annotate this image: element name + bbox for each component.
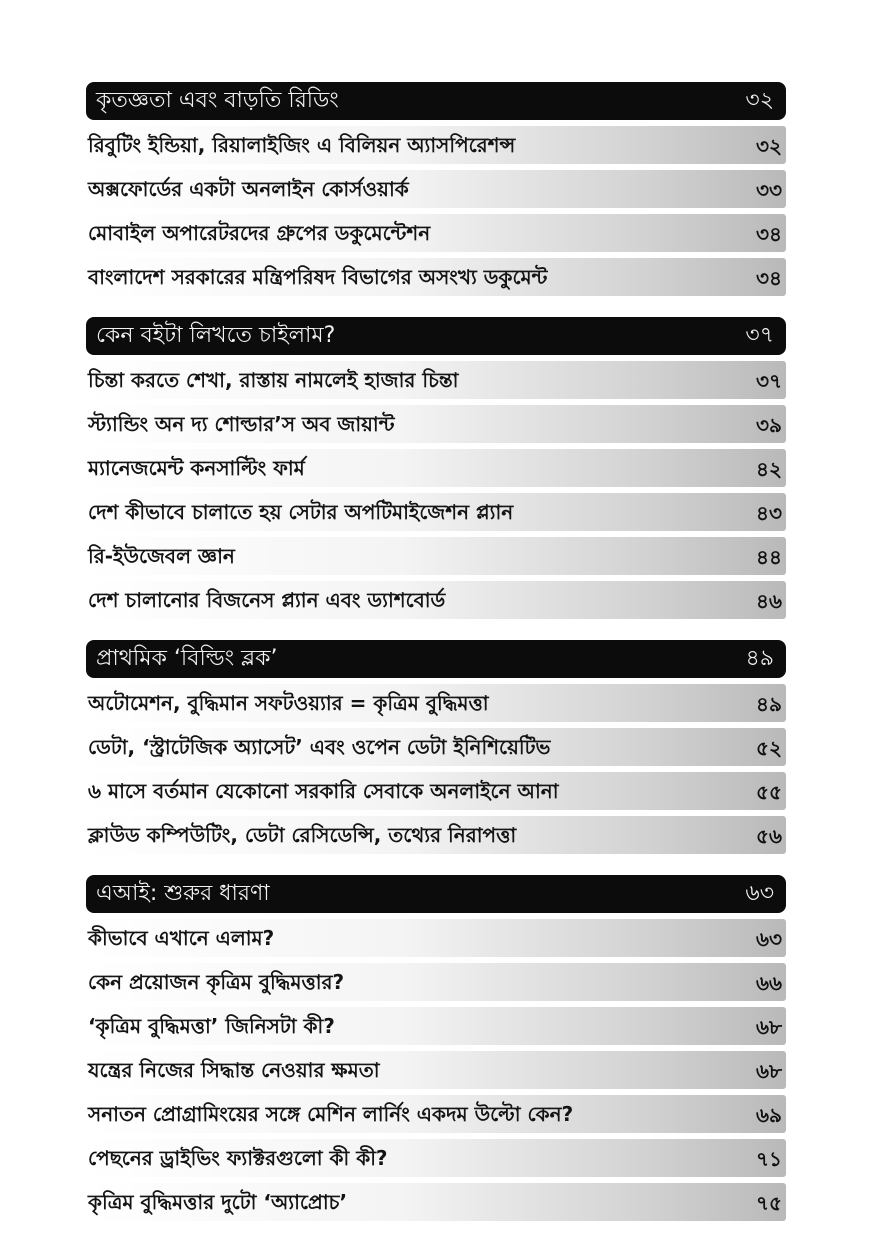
- entry-title: মোবাইল অপারেটরদের গ্রুপের ডকুমেন্টেশন: [88, 221, 431, 245]
- toc-entry: [86, 1183, 786, 1221]
- entry-title: ক্লাউড কম্পিউটিং, ডেটা রেসিডেন্সি, তথ্যের নিরাপত্তা: [88, 823, 517, 847]
- toc-entry: [86, 1139, 786, 1177]
- entry-page-number: ৩২: [755, 134, 782, 158]
- entry-page-number: ৬৮: [756, 1059, 782, 1083]
- entry-page-number: ৪২: [756, 457, 782, 481]
- entry-page-number: ৬৬: [755, 971, 782, 995]
- entry-title: চিন্তা করতে শেখা, রাস্তায় নামলেই হাজার চিন্তা: [88, 368, 459, 392]
- entry-title: অক্সফোর্ডের একটা অনলাইন কোর্সওয়ার্ক: [88, 177, 409, 201]
- entry-page-number: ৬৯: [756, 1103, 782, 1127]
- entry-title: দেশ চালানোর বিজনেস প্ল্যান এবং ড্যাশবোর্ড: [88, 588, 446, 612]
- section-page-number: ৪৯: [745, 646, 774, 671]
- toc-entry: [86, 170, 786, 208]
- table-of-contents: [86, 82, 786, 1242]
- section-page-number: ৩২: [745, 88, 774, 113]
- toc-entry: [86, 919, 786, 957]
- entry-title: ডেটা, ‘স্ট্রাটেজিক অ্যাসেট’ এবং ওপেন ডেটা ইনিশিয়েটিভ: [88, 735, 551, 759]
- toc-entry: [86, 361, 786, 399]
- entry-page-number: ৩৭: [755, 369, 782, 393]
- entry-page-number: ৭৫: [756, 1191, 782, 1215]
- toc-entry: [86, 1095, 786, 1133]
- toc-entry: [86, 1051, 786, 1089]
- entry-title: রিবুটিং ইন্ডিয়া, রিয়ালাইজিং এ বিলিয়ন অ্যাসপিরেশন্স: [88, 133, 516, 157]
- entry-title: ম্যানেজমেন্ট কনসাল্টিং ফার্ম: [88, 456, 305, 480]
- entry-title: স্ট্যান্ডিং অন দ্য শোল্ডার’স অব জায়ান্ট: [88, 412, 395, 436]
- toc-entry: [86, 214, 786, 252]
- section-header: [86, 82, 786, 120]
- entry-page-number: ৩৪: [756, 266, 782, 290]
- section-title: এআই: শুরুর ধারণা: [96, 881, 270, 906]
- entry-title: দেশ কীভাবে চালাতে হয় সেটার অপটিমাইজেশন প্ল্যান: [88, 500, 514, 524]
- toc-entry: [86, 258, 786, 296]
- section-page-number: ৬৩: [745, 881, 774, 906]
- entry-title: কীভাবে এখানে এলাম?: [88, 926, 275, 950]
- toc-entry: [86, 963, 786, 1001]
- entry-page-number: ৩৩: [755, 178, 782, 202]
- entry-title: ‘কৃত্রিম বুদ্ধিমত্তা’ জিনিসটা কী?: [88, 1014, 335, 1038]
- toc-section: [86, 875, 786, 1221]
- entry-page-number: ৬৩: [755, 927, 782, 951]
- entry-title: অটোমেশন, বুদ্ধিমান সফটওয়্যার = কৃত্রিম বুদ্ধিমত্তা: [88, 691, 489, 715]
- entry-title: কৃত্রিম বুদ্ধিমত্তার দুটো ‘অ্যাপ্রোচ’: [88, 1190, 348, 1214]
- toc-entry: [86, 126, 786, 164]
- entry-page-number: ৩৯: [756, 413, 782, 437]
- entry-page-number: ৪৩: [756, 501, 782, 525]
- section-title: কৃতজ্ঞতা এবং বাড়তি রিডিং: [96, 88, 339, 113]
- entry-title: রি-ইউজেবল জ্ঞান: [88, 544, 235, 568]
- section-title: কেন বইটা লিখতে চাইলাম?: [96, 323, 336, 348]
- toc-entry: [86, 405, 786, 443]
- entry-page-number: ৫২: [756, 736, 782, 760]
- section-page-number: ৩৭: [745, 323, 774, 348]
- section-header: [86, 875, 786, 913]
- toc-entry: [86, 537, 786, 575]
- entry-page-number: ৪৯: [756, 692, 782, 716]
- entry-page-number: ৪৪: [756, 545, 782, 569]
- entry-title: কেন প্রয়োজন কৃত্রিম বুদ্ধিমত্তার?: [88, 970, 345, 994]
- toc-entry: [86, 728, 786, 766]
- entry-title: যন্ত্রের নিজের সিদ্ধান্ত নেওয়ার ক্ষমতা: [88, 1058, 380, 1082]
- entry-page-number: ৫৫: [756, 780, 782, 804]
- toc-entry: [86, 581, 786, 619]
- toc-entry: [86, 449, 786, 487]
- toc-section: [86, 82, 786, 296]
- toc-entry: [86, 816, 786, 854]
- section-header: [86, 317, 786, 355]
- entry-page-number: ৭১: [756, 1147, 782, 1171]
- section-header: [86, 640, 786, 678]
- section-title: প্রাথমিক ‘বিল্ডিং ব্লক’: [96, 646, 278, 671]
- toc-entry: [86, 772, 786, 810]
- toc-section: [86, 640, 786, 854]
- entry-title: পেছনের ড্রাইভিং ফ্যাক্টরগুলো কী কী?: [88, 1146, 388, 1170]
- entry-page-number: ৪৬: [756, 589, 782, 613]
- entry-page-number: ৫৬: [756, 824, 782, 848]
- toc-entry: [86, 493, 786, 531]
- entry-title: সনাতন প্রোগ্রামিংয়ের সঙ্গে মেশিন লার্নিং একদম উল্টো কেন?: [88, 1102, 574, 1126]
- entry-page-number: ৩৪: [756, 222, 782, 246]
- toc-entry: [86, 1007, 786, 1045]
- entry-title: ৬ মাসে বর্তমান যেকোনো সরকারি সেবাকে অনলাইনে আনা: [88, 779, 559, 803]
- entry-title: বাংলাদেশ সরকারের মন্ত্রিপরিষদ বিভাগের অসংখ্য ডকুমেন্ট: [88, 265, 548, 289]
- toc-entry: [86, 684, 786, 722]
- toc-section: [86, 317, 786, 619]
- entry-page-number: ৬৮: [756, 1015, 782, 1039]
